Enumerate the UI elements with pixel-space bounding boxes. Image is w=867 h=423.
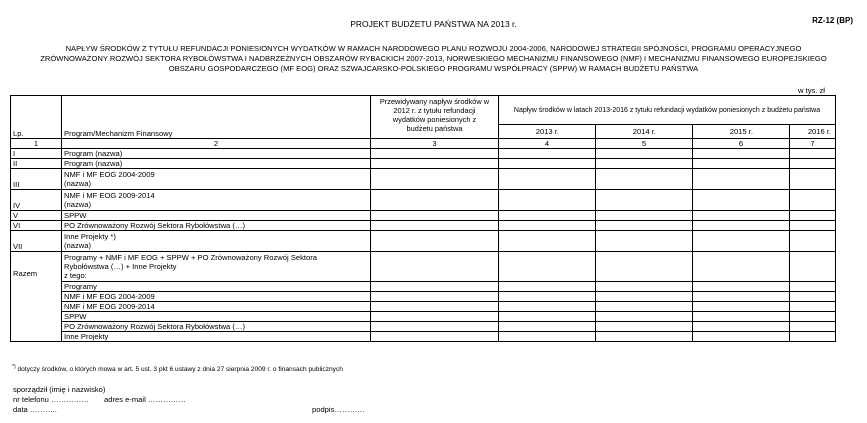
row-lp: V [11, 211, 62, 221]
header-year-2015: 2015 r. [693, 125, 790, 139]
value-cell[interactable] [371, 282, 499, 292]
value-cell[interactable] [596, 159, 693, 169]
row-name-line: (nazwa) [64, 241, 92, 250]
value-cell[interactable] [499, 332, 596, 342]
col-number: 2 [62, 139, 371, 149]
row-name [62, 190, 371, 211]
value-cell[interactable] [371, 292, 499, 302]
total-name [62, 252, 371, 282]
heading-line: OBSZARU GOSPODARCZEGO (MF EOG) ORAZ SZWAJCARSKO-POLSKIEGO PROGRAMU WSPÓŁPRACY (SPPW) W RAMACH BUDŻETU PAŃSTWA [168, 64, 699, 74]
value-cell[interactable] [693, 312, 790, 322]
total-sub-name: NMF i MF EOG 2009-2014 [62, 302, 371, 312]
prepared-by-label: sporządził (imię i nazwisko) [13, 385, 106, 394]
value-cell[interactable] [790, 190, 836, 211]
value-cell[interactable] [371, 221, 499, 231]
value-cell[interactable] [371, 169, 499, 190]
value-cell[interactable] [693, 282, 790, 292]
total-sub-row [11, 302, 836, 312]
value-cell[interactable] [693, 149, 790, 159]
row-name [62, 169, 371, 190]
heading-line: NAPŁYW ŚRODKÓW Z TYTUŁU REFUNDACJI PONIESIONYCH WYDATKÓW W RAMACH NARODOWEGO PLANU ROZWOJU 2004-2006, NARODOWEJ STRATEGII SPÓJNOŚCI, PROGRAMU OPERACYJNEGO [65, 44, 802, 53]
value-cell[interactable] [371, 149, 499, 159]
unit-label: w tys. zł [797, 86, 825, 95]
row-name-line: (nazwa) [64, 200, 92, 209]
form-heading [0, 44, 867, 75]
value-cell[interactable] [499, 169, 596, 190]
value-cell[interactable] [499, 252, 596, 282]
footnote-mark: *) [12, 364, 16, 370]
value-cell[interactable] [499, 292, 596, 302]
total-sub-row [11, 282, 836, 292]
value-cell[interactable] [596, 221, 693, 231]
value-cell[interactable] [693, 159, 790, 169]
row-name: PO Zrównoważony Rozwój Sektora Rybołówstwa (…) [62, 221, 371, 231]
value-cell[interactable] [790, 302, 836, 312]
total-sub-name: SPPW [62, 312, 371, 322]
value-cell[interactable] [371, 332, 499, 342]
row-name: Program (nazwa) [62, 149, 371, 159]
table-row [11, 221, 836, 231]
table-row [11, 211, 836, 221]
signature-field: podpis………… [312, 405, 365, 414]
total-sub-row [11, 322, 836, 332]
table-row [11, 169, 836, 190]
value-cell[interactable] [596, 169, 693, 190]
value-cell[interactable] [693, 169, 790, 190]
row-name-line: NMF i MF EOG 2009-2014 [64, 191, 155, 200]
total-row [11, 252, 836, 282]
header-lp: Lp. [11, 96, 62, 139]
value-cell[interactable] [596, 312, 693, 322]
value-cell[interactable] [790, 159, 836, 169]
value-cell[interactable] [596, 211, 693, 221]
col-number: 6 [693, 139, 790, 149]
table-row [11, 190, 836, 211]
value-cell[interactable] [693, 231, 790, 252]
value-cell[interactable] [371, 231, 499, 252]
value-cell[interactable] [693, 302, 790, 312]
value-cell[interactable] [790, 312, 836, 322]
total-sub-name: Programy [62, 282, 371, 292]
value-cell[interactable] [693, 292, 790, 302]
value-cell[interactable] [693, 221, 790, 231]
total-sub-row [11, 312, 836, 322]
col-number: 4 [499, 139, 596, 149]
header-program: Program/Mechanizm Finansowy [62, 96, 371, 139]
value-cell[interactable] [790, 149, 836, 159]
header-year-2014: 2014 r. [596, 125, 693, 139]
row-name [62, 231, 371, 252]
total-name-line: Programy + NMF i MF EOG + SPPW + PO Zrównoważony Rozwój Sektora [64, 253, 317, 262]
row-lp: IV [11, 190, 62, 211]
value-cell[interactable] [371, 211, 499, 221]
value-cell[interactable] [371, 312, 499, 322]
value-cell[interactable] [790, 221, 836, 231]
total-sub-row [11, 292, 836, 302]
total-sub-name: PO Zrównoważony Rozwój Sektora Rybołówstwa (…) [62, 322, 371, 332]
value-cell[interactable] [596, 282, 693, 292]
table-row [11, 159, 836, 169]
total-sub-row [11, 332, 836, 342]
footnote-text: dotyczy środków, o których mowa w art. 5 ust. 3 pkt 6 ustawy z dnia 27 sierpnia 2009 r. o finansach publicznych [15, 366, 343, 374]
value-cell[interactable] [790, 231, 836, 252]
value-cell[interactable] [790, 282, 836, 292]
value-cell[interactable] [499, 159, 596, 169]
row-name-line: Inne Projekty *) [64, 232, 116, 241]
row-name: Program (nazwa) [62, 159, 371, 169]
heading-line: ZRÓWNOWAŻONY ROZWÓJ SEKTORA RYBOŁÓWSTWA I NADBRZEŻNYCH OBSZARÓW RYBACKICH 2007-2013, NORWESKIEGO MECHANIZMU FINANSOWEGO (NMF) I MECHANIZMU FINANSOWEGO EUROPEJSKIEGO [40, 54, 827, 64]
form-code: RZ-12 (BP) [812, 16, 853, 25]
value-cell[interactable] [499, 190, 596, 211]
value-cell[interactable] [790, 252, 836, 282]
value-cell[interactable] [596, 332, 693, 342]
email-field: adres e-mail …………… [104, 395, 186, 404]
value-cell[interactable] [499, 302, 596, 312]
row-lp: VI [11, 221, 62, 231]
value-cell[interactable] [596, 190, 693, 211]
value-cell[interactable] [596, 322, 693, 332]
value-cell[interactable] [790, 292, 836, 302]
header-forecast-2012: Przewidywany napływ środków w 2012 r. z tytułu refundacji wydatków poniesionych z budżetu państwa [371, 96, 499, 139]
value-cell[interactable] [499, 149, 596, 159]
value-cell[interactable] [693, 211, 790, 221]
value-cell[interactable] [790, 211, 836, 221]
value-cell[interactable] [790, 169, 836, 190]
row-name: SPPW [62, 211, 371, 221]
value-cell[interactable] [596, 231, 693, 252]
value-cell[interactable] [499, 211, 596, 221]
col-number: 1 [11, 139, 62, 149]
value-cell[interactable] [693, 190, 790, 211]
value-cell[interactable] [596, 292, 693, 302]
footnote [12, 364, 343, 373]
value-cell[interactable] [693, 332, 790, 342]
value-cell[interactable] [790, 332, 836, 342]
value-cell[interactable] [499, 322, 596, 332]
row-name-line: NMF i MF EOG 2004-2009 [64, 170, 155, 179]
date-field: data ……….. [13, 405, 57, 414]
value-cell[interactable] [596, 302, 693, 312]
table-row [11, 231, 836, 252]
header-year-2013: 2013 r. [499, 125, 596, 139]
row-lp: VII [11, 231, 62, 252]
value-cell[interactable] [693, 252, 790, 282]
value-cell[interactable] [790, 322, 836, 332]
value-cell[interactable] [693, 322, 790, 332]
value-cell[interactable] [499, 231, 596, 252]
total-sub-name: Inne Projekty [62, 332, 371, 342]
col-number: 7 [790, 139, 836, 149]
value-cell[interactable] [371, 302, 499, 312]
value-cell[interactable] [371, 252, 499, 282]
value-cell[interactable] [596, 252, 693, 282]
value-cell[interactable] [596, 149, 693, 159]
value-cell[interactable] [499, 221, 596, 231]
value-cell[interactable] [499, 312, 596, 322]
row-lp: II [11, 159, 62, 169]
total-label: Razem [11, 252, 62, 342]
row-name-line: (nazwa) [64, 179, 92, 188]
col-number: 5 [596, 139, 693, 149]
budget-table [10, 95, 836, 342]
value-cell[interactable] [371, 322, 499, 332]
row-lp: I [11, 149, 62, 159]
value-cell[interactable] [499, 282, 596, 292]
total-name-line: z tego: [64, 271, 87, 280]
phone-field: nr telefonu …………… [13, 395, 89, 404]
header-year-2016: 2016 r. [790, 125, 836, 139]
table-row [11, 149, 836, 159]
value-cell[interactable] [371, 159, 499, 169]
col-number: 3 [371, 139, 499, 149]
row-lp: III [11, 169, 62, 190]
total-sub-name: NMF i MF EOG 2004-2009 [62, 292, 371, 302]
header-inflow-2013-2016: Napływ środków w latach 2013-2016 z tytułu refundacji wydatków poniesionych z budżetu państwa [499, 96, 836, 125]
total-name-line: Rybołówstwa (…) + Inne Projekty [64, 262, 177, 271]
page-title: PROJEKT BUDŻETU PAŃSTWA NA 2013 r. [350, 19, 517, 29]
value-cell[interactable] [371, 190, 499, 211]
